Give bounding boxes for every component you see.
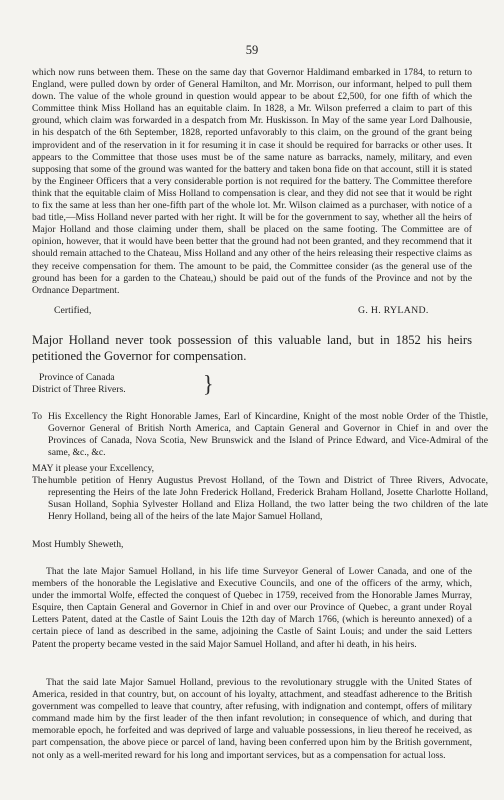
petition-intro bbox=[32, 475, 488, 523]
lead-statement: Major Holland never took possession of this valuable land, but in 1852 his heirs petitioned the Governor for compensation. bbox=[32, 333, 472, 363]
committee-report-paragraph: which now runs between them. These on the same day that Governor Haldimand embarked in 1784, to return to England, were pulled down by order of General Hamilton, and Mr. Morrison, our informant, helped to pull them down. The value of the whole ground in question would appear to be about £2,500, for one fifth of which the Committee think Miss Holland has an equitable claim. In 1828, a Mr. Wilson preferred a claim to part of this ground, which claim was forwarded in a despatch from Mr. Huskisson. In May of the same year Lord Dalhousie, in his despatch of the 6th September, 1828, reported unfavorably to this claim, on the ground of the grant being improvident and of the reservation in it for resuming it in case it should be required for barracks or other uses. It appears to the Committee that those uses must be of the same nature as barracks, namely, military, and even supposing that some of the ground was wanted for the battery and taken bona fide on that account, still it is stated by the Engineer Officers that a very considerable portion is not required for the battery. The Committee therefore think that the equitable claim of Miss Holland to compensation is clear, and they did not see that it would be right to fix the same at less than her one-fifth part of the whole lot. Mr. Wilson claimed as a purchaser, with notice of a bad title,—Miss Holland never parted with her right. It will be for the government to say, whether all the heirs of Major Holland and those claiming under them, shall be placed on the same footing. The Committee are of opinion, however, that it would have been better that the ground had not been granted, and they recommend that it should remain attached to the Chateau, Miss Holland and any other of the heirs releasing their respective claims as they receive compensation for them. The amount to be paid, the Committee consider (as the general use of the ground has been for a garden to the Chateau,) should be paid out of the funds of the Province and not by the Ordnance Department. bbox=[32, 67, 472, 296]
certified-label: Certified, bbox=[54, 305, 92, 316]
petition-lead-word: The bbox=[32, 475, 47, 486]
district-line-province: Province of Canada bbox=[39, 372, 115, 383]
humbly-sheweth: Most Humbly Sheweth, bbox=[32, 539, 124, 550]
petition-paragraph-loyalty: That the said late Major Samuel Holland, previous to the revolutionary struggle with the United States of America, resided in that country, but, on account of his loyalty, attachment, and steadfast adherence to the British government was compelled to leave that country, after refusing, with indignation and contempt, offers of military command made him by the first leader of the then infant revolution; in consequence of which, and during that memorable epoch, he forfeited and was deprived of large and valuable possessions, in lieu thereof he received, as part compensation, the above piece or parcel of land, having been conferred upon him by the British government, not only as a well-merited reward for his long and important services, but as a compensation for actual loss. bbox=[32, 677, 472, 761]
page-number: 59 bbox=[245, 43, 259, 57]
address-text: His Excellency the Right Honorable James, Earl of Kincardine, Knight of the most noble Order of the Thistle, Governor General of British North America, and Captain General and Governor in Chief in and over the Provinces of Canada, Nova Scotia, New Brunswick and the Island of Prince Edward, and Vice-Admiral of the same, &c., &c. bbox=[48, 411, 488, 459]
brace-icon: } bbox=[203, 370, 214, 397]
district-line-district: District of Three Rivers. bbox=[32, 384, 126, 396]
address-to-governor bbox=[32, 411, 488, 459]
petition-paragraph-grant: That the late Major Samuel Holland, in his life time Surveyor General of Lower Canada, and one of the members of the honorable the Legislative and Executive Councils, and one of the officers of the army, which, under the immortal Wolfe, effected the conquest of Quebec in 1759, received from the Honorable James Murray, Esquire, then Captain General and Governor in Chief in and over our Province of Quebec, a grant under Royal Letters Patent, dated at the Castle of Saint Louis the 12th day of March 1766, (which is hereunto annexed) of a certain piece of land as described in the same, adjoining the Castle of Saint Louis; and under the said Letters Patent the property became vested in the said Major Samuel Holland, and after hi death, in his heirs. bbox=[32, 566, 472, 650]
salutation: MAY it please your Excellency, bbox=[32, 463, 155, 474]
petition-text: humble petition of Henry Augustus Prevost Holland, of the Town and District of Three Rivers, Advocate, representing the Heirs of the late John Frederick Holland, Frederick Braham Holland, Josette Charlotte Holland, Susan Holland, Sophia Sylvester Holland and Eliza Holland, the two latter being the two children of the late Henry Holland, being all of the heirs of the late Major Samuel Holland, bbox=[48, 475, 488, 523]
address-lead-word: To bbox=[32, 411, 42, 422]
district-heading bbox=[32, 372, 252, 396]
signature-name: G. H. RYLAND. bbox=[358, 305, 429, 316]
